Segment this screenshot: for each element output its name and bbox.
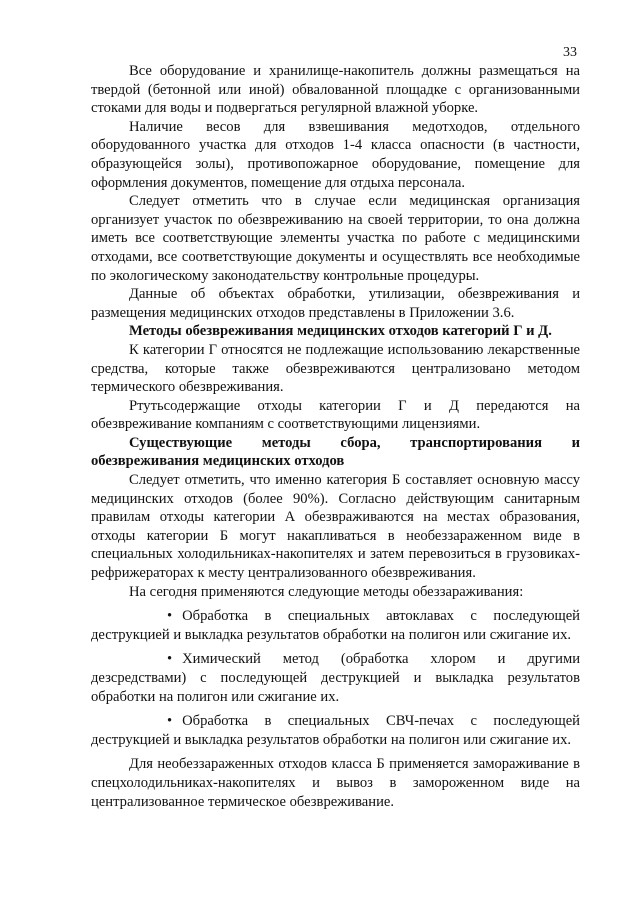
- list-item: [91, 712, 580, 749]
- paragraph: На сегодня применяются следующие методы обеззараживания:: [129, 583, 524, 600]
- bullet-icon: •: [167, 608, 173, 625]
- paragraph: Следует отметить что в случае если медицинская организация организует участок по обезвреживанию на своей территории, то она должна иметь все соответствующие элементы участка по работе с медицинскими отходами, все соответствующие документы и осуществлять все необходимые по экологическому законодательству контрольные процедуры.: [91, 193, 580, 284]
- section-heading: Существующие методы сбора, транспортирования и обезвреживания медицинских отходов: [91, 434, 580, 470]
- document-body: [91, 62, 580, 811]
- paragraph: Ртутьсодержащие отходы категории Г и Д передаются на обезвреживание компаниям с соответствующими лицензиями.: [91, 397, 580, 433]
- list-item: [91, 607, 580, 644]
- paragraph: Данные об объектах обработки, утилизации, обезвреживания и размещения медицинских отходов представлены в Приложении 3.6.: [91, 286, 580, 321]
- paragraph: Следует отметить, что именно категория Б составляет основную массу медицинских отходов (более 90%). Согласно действующим санитарным правилам отходы категории А обезвраживаются на местах образования, отходы категории Б могут накапливаться в необеззараженном виде в специальных холодильниках-накопителях и затем перевозиться в грузовиках-рефрижераторах к месту централизованного обезвреживания.: [91, 472, 580, 582]
- page-number: 33: [563, 45, 577, 60]
- bullet-icon: •: [167, 713, 173, 730]
- list-item: [91, 650, 580, 706]
- list-item-text: Обработка в специальных СВЧ-печах с последующей деструкцией и выкладка результатов обработки на полигон или сжигание их.: [91, 713, 580, 748]
- section-heading: Методы обезвреживания медицинских отходов категорий Г и Д.: [129, 323, 552, 340]
- paragraph: К категории Г относятся не подлежащие использованию лекарственные средства, которые также обезвреживаются централизовано методом термического обезвреживания.: [91, 341, 580, 396]
- bullet-icon: •: [167, 651, 173, 668]
- paragraph: Для необеззараженных отходов класса Б применяется замораживание в спецхолодильниках-накопителях и вывоз в замороженном виде на централизованное термическое обезвреживание.: [91, 756, 580, 810]
- paragraph: Все оборудование и хранилище-накопитель должны размещаться на твердой (бетонной или иной) обвалованной площадке с организованными стоками для воды и подвергаться регулярной влажной уборке.: [91, 63, 580, 117]
- list-item-text: Химический метод (обработка хлором и другими дезсредствами) с последующей деструкцией и выкладка результатов обработки на полигон или сжигание их.: [91, 651, 580, 705]
- list-item-text: Обработка в специальных автоклавах с последующей деструкцией и выкладка результатов обработки на полигон или сжигание их.: [91, 608, 580, 643]
- paragraph: Наличие весов для взвешивания медотходов, отдельного оборудованного участка для отходов 1-4 класса опасности (в частности, образующейся золы), противопожарное оборудование, помещение для оформления документов, помещение для отдыха персонала.: [91, 118, 580, 191]
